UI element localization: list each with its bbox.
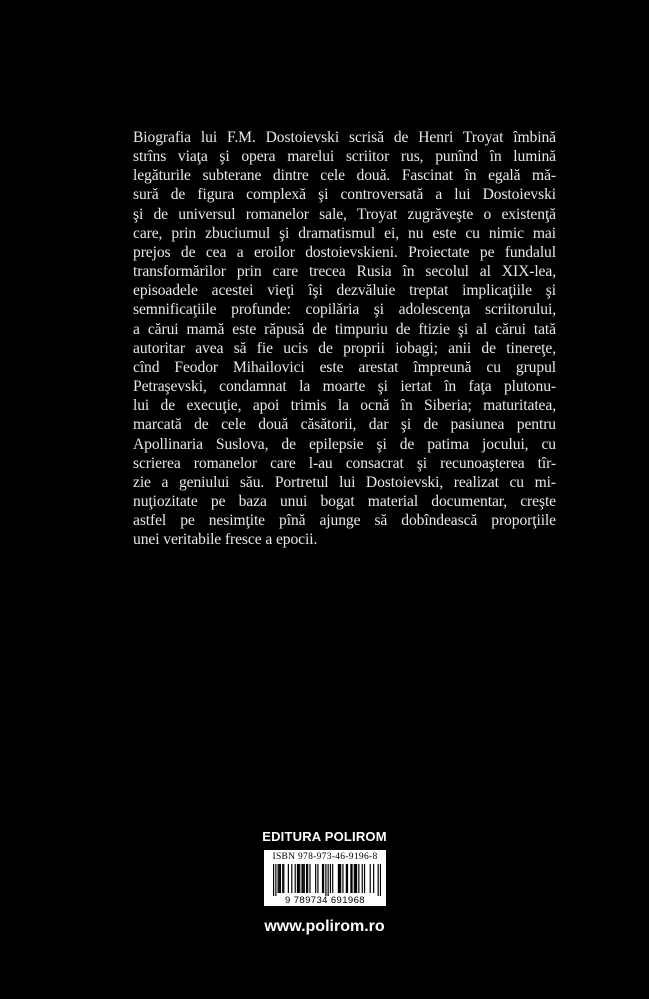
barcode-bar xyxy=(279,864,280,893)
barcode-bar xyxy=(298,864,299,893)
barcode-bar xyxy=(297,864,298,893)
barcode-bars xyxy=(273,864,381,896)
blurb-line: semnificaţiile profunde: copilăria şi adolescenţa scriitorului, xyxy=(133,301,556,319)
blurb-line: marcată de cele două căsătorii, dar şi de pasiunea pentru xyxy=(133,416,556,434)
barcode-bar xyxy=(303,864,304,893)
barcode-bar xyxy=(342,864,343,893)
isbn-number: ISBN 978-973-46-9196-8 xyxy=(272,852,378,862)
barcode-bar xyxy=(275,864,276,896)
blurb-line: unei veritabile fresce a epocii. xyxy=(133,531,318,549)
blurb-line: nuţiozitate pe baza unui bogat material documentar, creşte xyxy=(133,492,556,510)
blurb-line: şi de universul romanelor sale, Troyat zugrăveşte o existenţă xyxy=(133,205,556,223)
barcode-bar xyxy=(339,864,340,893)
blurb-line: episoadele acestei vieţi îşi dezvăluie treptat implicaţiile şi xyxy=(133,282,556,300)
barcode-bar xyxy=(370,864,371,893)
blurb-line: prejos de cea a eroilor dostoievskieni. Proiectate pe fundalul xyxy=(133,243,556,261)
isbn-barcode xyxy=(264,850,386,906)
barcode-bar xyxy=(280,864,281,893)
barcode-bar xyxy=(315,864,316,893)
barcode-bar xyxy=(378,864,379,896)
barcode-bar xyxy=(323,864,324,893)
barcode-bar xyxy=(350,864,351,893)
blurb-line: Apollinaria Suslova, de epilepsie şi de patima jocului, cu xyxy=(133,435,556,453)
barcode-bar xyxy=(288,864,289,893)
barcode-bar xyxy=(325,864,326,896)
blurb-line: transformărilor prin care trecea Rusia în secolul al XIX-lea, xyxy=(133,263,556,281)
barcode-bar xyxy=(273,864,274,896)
blurb-line: sură de figura complexă şi controversată a lui Dostoievski xyxy=(133,186,556,204)
barcode-bar xyxy=(355,864,356,893)
barcode-bar xyxy=(301,864,302,893)
blurb-line: legăturile subterane dintre cele două. Fascinat în egală mă- xyxy=(133,167,556,185)
barcode-digits: 9 789734 691968 xyxy=(285,895,365,906)
blurb-line: a cărui mamă este răpusă de timpuriu de ftizie şi al cărui tată xyxy=(133,320,556,338)
barcode-bar xyxy=(309,864,310,893)
barcode-bar xyxy=(340,864,341,893)
barcode-bar xyxy=(338,864,339,893)
barcode-bar xyxy=(306,864,307,893)
blurb-line: Biografia lui F.M. Dostoievski scrisă de Henri Troyat îmbină xyxy=(133,129,556,146)
blurb-line: lui de execuţie, apoi trimis la ocnă în Siberia; maturitatea, xyxy=(133,397,556,415)
barcode-bar xyxy=(354,864,355,893)
barcode-bar xyxy=(304,864,305,893)
barcode-bar xyxy=(380,864,381,896)
blurb-line: autoritar avea să fie ucis de proprii iobagi; anii de tinereţe, xyxy=(133,339,556,357)
barcode-bar xyxy=(332,864,333,893)
blurb-text xyxy=(133,128,556,549)
blurb-line: Petraşevski, condamnat la moarte şi iertat în faţa plutonu- xyxy=(133,378,556,396)
barcode-bar xyxy=(373,864,374,893)
publisher-name: EDITURA POLIROM xyxy=(262,829,387,844)
barcode-bar xyxy=(278,864,279,893)
barcode-bar xyxy=(282,864,283,893)
barcode-bar xyxy=(347,864,348,893)
barcode-bar xyxy=(291,864,292,893)
blurb-line: strîns viaţa şi opera marelui scriitor rus, punînd în lumină xyxy=(133,148,556,166)
blurb-line: zie a geniului său. Portretul lui Dostoievski, realizat cu mi- xyxy=(133,473,556,491)
barcode-bar xyxy=(356,864,357,893)
barcode-bar xyxy=(322,864,323,893)
barcode-bar xyxy=(330,864,331,893)
blurb-line: scrierea romanelor care l-au consacrat şi recunoaşterea tîr- xyxy=(133,454,556,472)
barcode-bar xyxy=(362,864,363,893)
barcode-bar xyxy=(358,864,359,893)
blurb-line: astfel pe nesimţite pînă ajunge să dobîndească proporţiile xyxy=(133,512,556,530)
barcode-bar xyxy=(346,864,347,893)
barcode-bar xyxy=(364,864,365,893)
barcode-bar xyxy=(351,864,352,893)
barcode-bar xyxy=(299,864,300,893)
publisher-website: www.polirom.ro xyxy=(264,918,385,935)
blurb-line: cînd Feodor Mihailovici este arestat împreună cu grupul xyxy=(133,358,556,376)
barcode-bar xyxy=(283,864,284,893)
barcode-bar xyxy=(295,864,296,893)
barcode-bar xyxy=(307,864,308,893)
barcode-bar xyxy=(317,864,318,893)
blurb-line: care, prin zbuciumul şi dramatismul ei, nu este cu nimic mai xyxy=(133,224,556,242)
barcode-bar xyxy=(328,864,329,896)
